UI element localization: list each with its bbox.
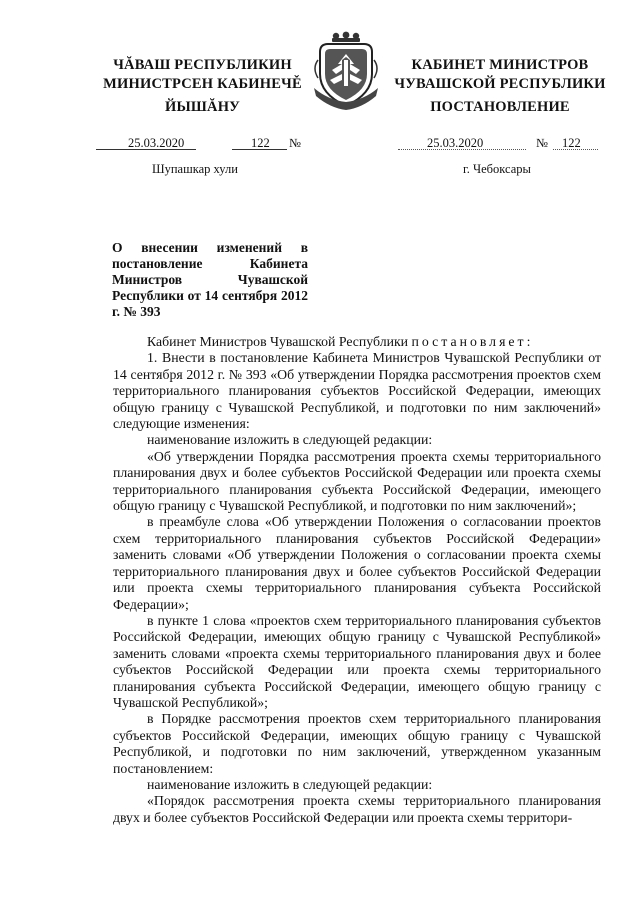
- right-number: 122: [562, 136, 581, 150]
- body-paragraph: «Об утверждении Порядка рассмотрения проекта схемы территориального планирования двух и более субъектов Российской Федерации или проекта схемы территориального планирования субъекта Российской Федерации, имеющего общую границу с Чувашской Республикой, и подготовки по ним заключений»;: [113, 448, 601, 514]
- right-date-underline: [398, 149, 526, 150]
- left-number-underline: [232, 149, 287, 150]
- document-subject: О внесении изменений в постановление Кабинета Министров Чувашской Республики от 14 сентября 2012 г. № 393: [112, 240, 308, 319]
- body-paragraph: наименование изложить в следующей редакции:: [147, 432, 433, 448]
- header-left-line2: МИНИСТРСЕН КАБИНЕЧĚ: [103, 76, 302, 92]
- body-paragraph: «Порядок рассмотрения проекта схемы территориального планирования двух и более субъектов Российской Федерации или проекта схемы территори-: [113, 793, 601, 825]
- right-date: 25.03.2020: [427, 136, 484, 150]
- header-right-org: [385, 56, 615, 94]
- left-date-underline: [96, 149, 196, 150]
- left-city: Шупашкар хули: [152, 162, 238, 176]
- body-paragraph: в пункте 1 слова «проектов схем территориального планирования субъектов Российской Федерации, имеющих общую границу с Чувашской Республикой» заменить словами «проекта схемы территориального планирования двух и более субъектов Российской Федерации или проекта схемы территориального планирования субъекта Российской Федерации, имеющего общую границу с Чувашской Республикой»;: [113, 612, 601, 710]
- header-left-org: [90, 56, 315, 94]
- right-number-sign: №: [536, 136, 548, 150]
- right-number-underline: [553, 149, 598, 150]
- body-paragraph: наименование изложить в следующей редакции:: [147, 776, 433, 792]
- header-right-line2: ЧУВАШСКОЙ РЕСПУБЛИКИ: [394, 76, 606, 92]
- header-left-doc-type: ЙЫШĂНУ: [164, 99, 241, 115]
- left-number: 122: [251, 136, 270, 150]
- left-number-sign: №: [289, 136, 301, 150]
- body-paragraph: в преамбуле слова «Об утверждении Положения о согласовании проектов схем территориального планирования субъектов Российской Федерации» заменить словами «Об утверждении Положения о согласовании проекта схемы территориального планирования двух и более субъектов Российской Федерации или проекта схемы территориального планирования субъекта Российской Федерации»;: [113, 514, 601, 612]
- right-city: г. Чебоксары: [463, 162, 531, 176]
- body-paragraph: 1. Внести в постановление Кабинета Министров Чувашской Республики от 14 сентября 2012 г. № 393 «Об утверждении Порядка рассмотрения проектов схем территориального планирования субъектов Российской Федерации, имеющих общую границу с Чувашской Республикой, и подготовки по ним заключений» следующие изменения:: [113, 350, 601, 432]
- body-intro: Кабинет Министров Чувашской Республики постановляет:: [147, 334, 534, 349]
- header-right-line1: КАБИНЕТ МИНИСТРОВ: [411, 57, 589, 73]
- header-left-line1: ЧĂВАШ РЕСПУБЛИКИН: [113, 57, 292, 73]
- left-date: 25.03.2020: [128, 136, 185, 150]
- coat-of-arms-icon: [310, 30, 382, 112]
- header-right-doc-type: ПОСТАНОВЛЕНИЕ: [430, 99, 570, 115]
- body-paragraph: в Порядке рассмотрения проектов схем территориального планирования субъектов Российской Федерации, имеющих общую границу с Чувашской Республикой, и подготовки по ним заключений, утвержденном указанным постановлением:: [113, 711, 601, 776]
- document-body: [113, 334, 601, 826]
- body-intro-spaced: постановляет:: [411, 334, 534, 349]
